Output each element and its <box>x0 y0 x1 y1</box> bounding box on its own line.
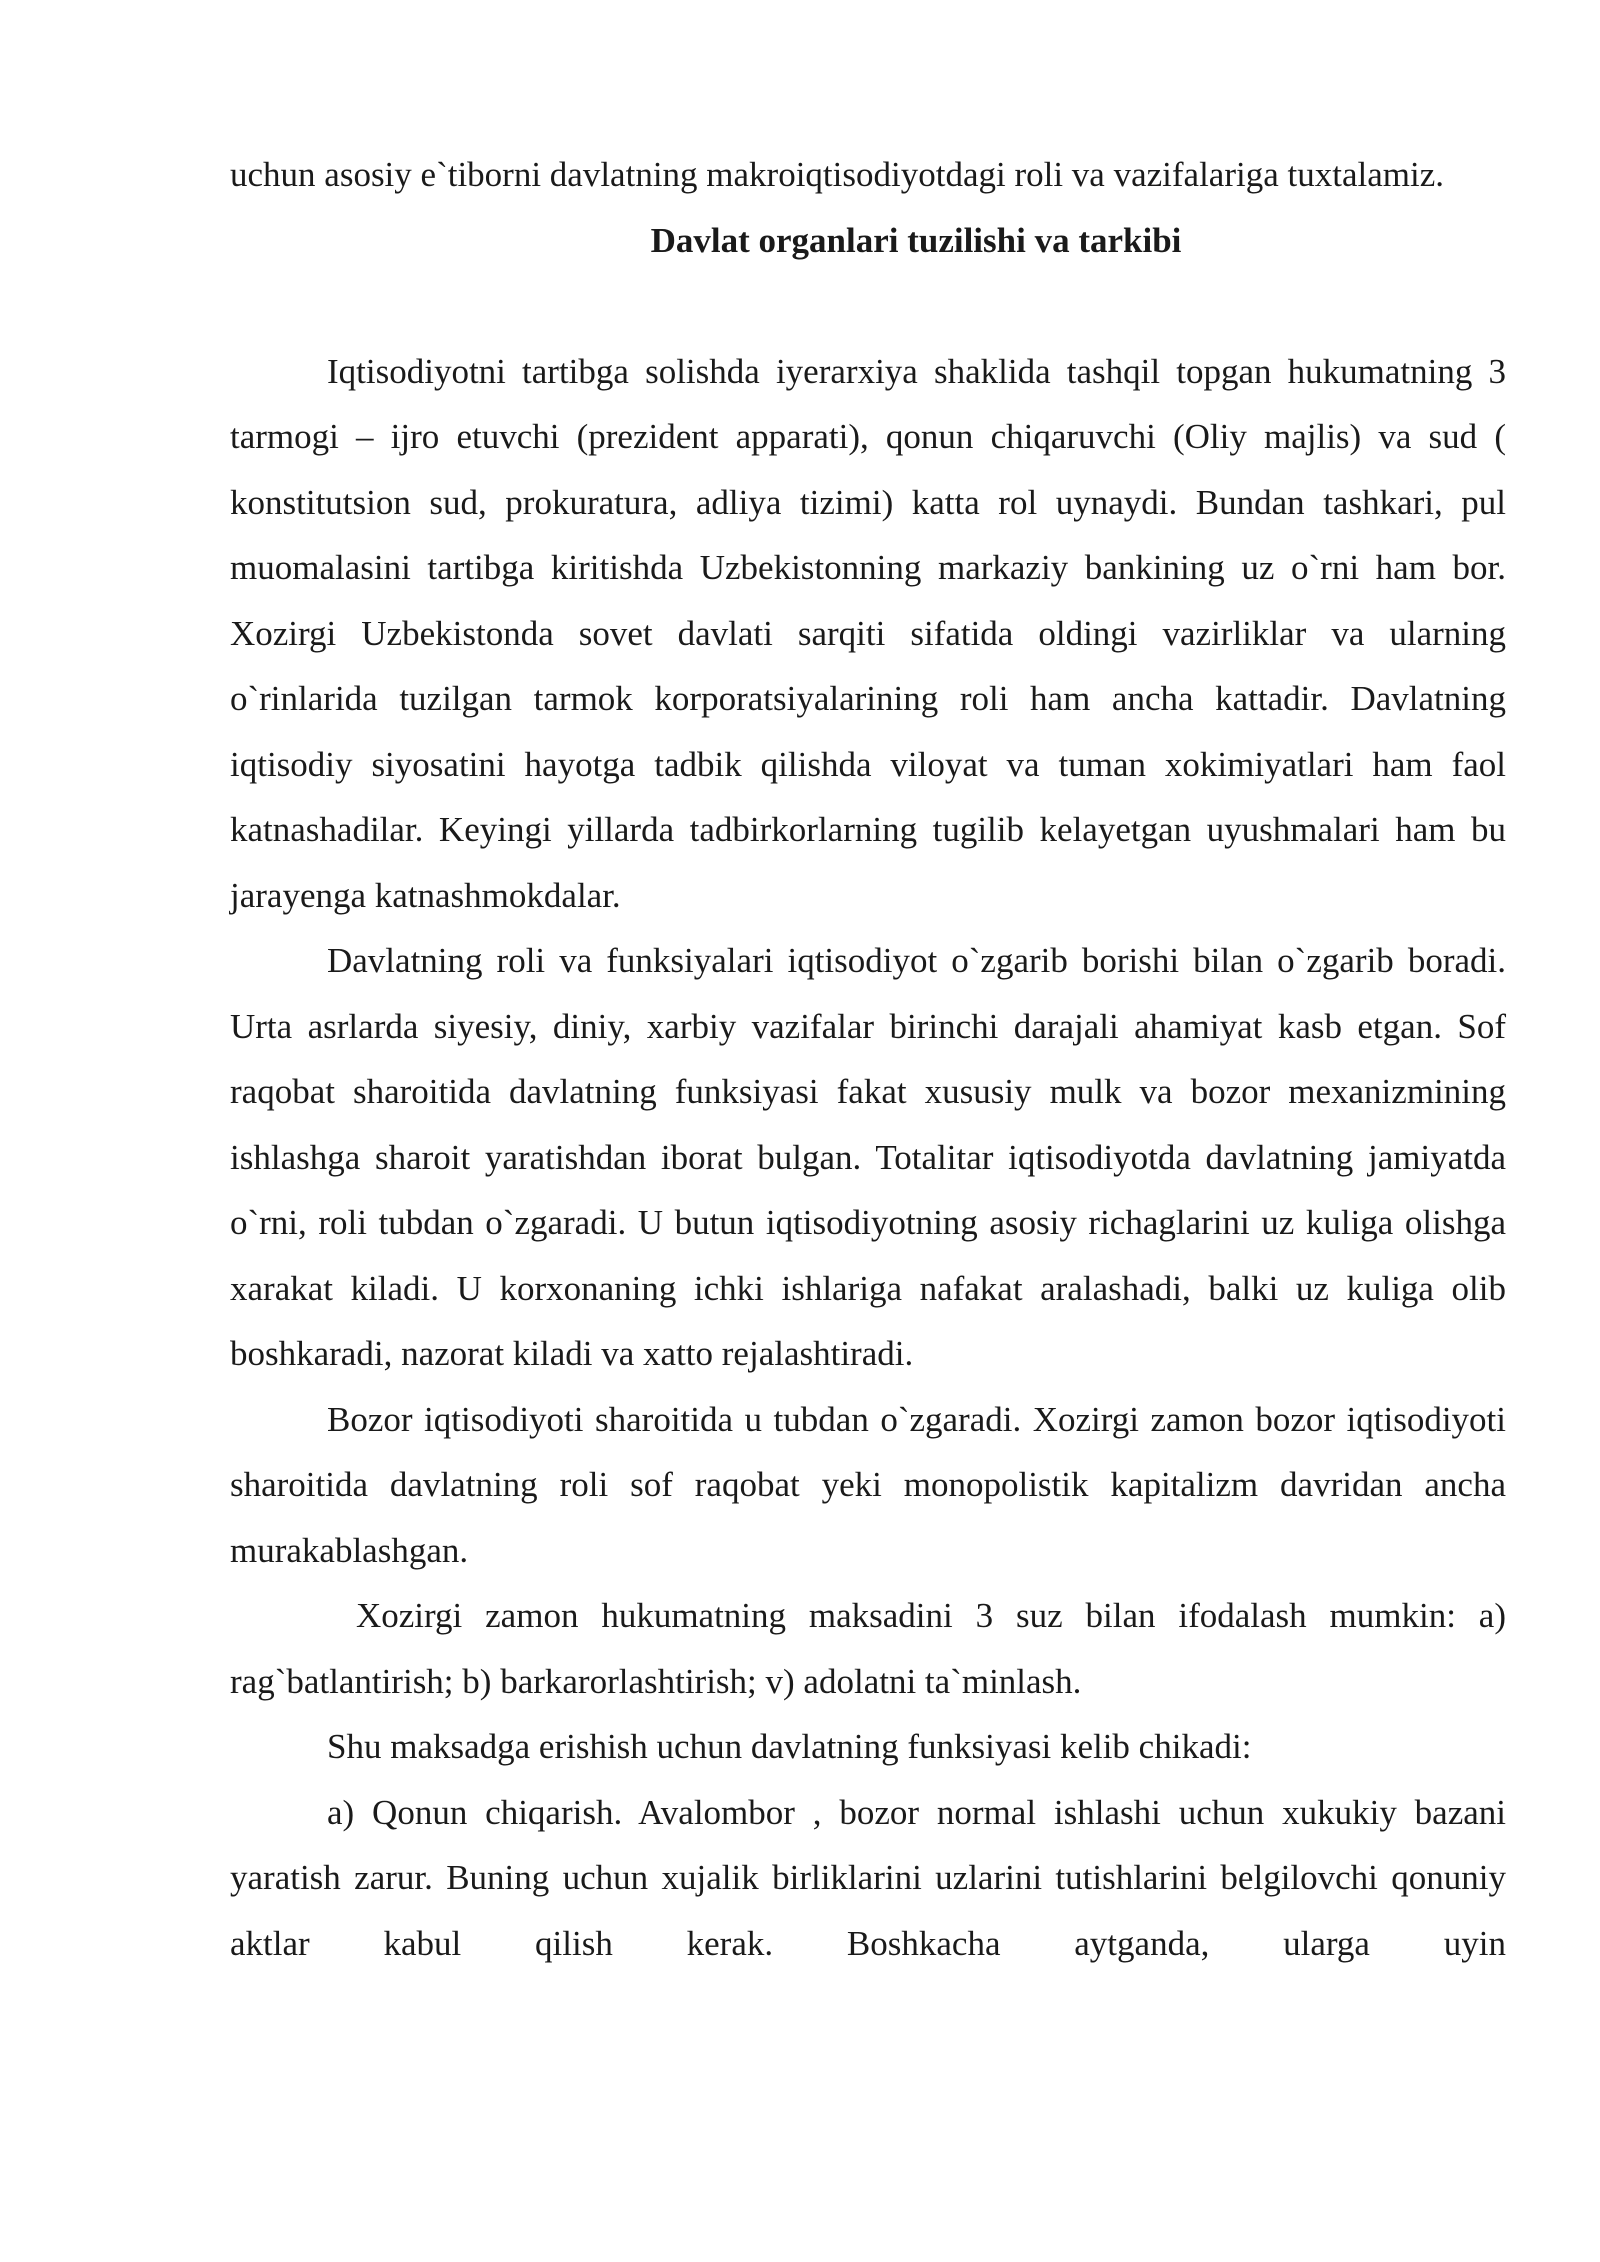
paragraph-continuation: uchun asosiy e`tiborni davlatning makroiqtisodiyotdagi roli va vazifalariga tuxtalamiz. <box>230 155 1444 194</box>
paragraph-lawmaking: a) Qonun chiqarish. Avalombor , bozor normal ishlashi uchun xukukiy bazani yaratish zarur. Buning uchun xujalik birliklarini uzlarini tutishlarini belgilovchi qonuniy aktlar kabul qilish kerak. Boshkacha aytganda, ularga uyin <box>230 1792 1506 1963</box>
paragraph-government-goals: Xozirgi zamon hukumatning maksadini 3 suz bilan ifodalash mumkin: a) rag`batlantirish; b) barkarorlashtirish; v) adolatni ta`minlash. <box>230 1596 1506 1701</box>
paragraph-state-role-changes: Davlatning roli va funksiyalari iqtisodiyot o`zgarib borishi bilan o`zgarib boradi. Urta asrlarda siyesiy, diniy, xarbiy vazifalar birinchi darajali ahamiyat kasb etgan. Sof raqobat sharoitida davlatning funksiyasi fakat xususiy mulk va bozor mexanizmining ishlashga sharoit yaratishdan iborat bulgan. Totalitar iqtisodiyotda davlatning jamiyatda o`rni, roli tubdan o`zgaradi. U butun iqtisodiyotning asosiy richaglarini uz kuliga olishga xarakat kiladi. U korxonaning ichki ishlariga nafakat aralashadi, balki uz kuliga olib boshkaradi, nazorat kiladi va xatto rejalashtiradi. <box>230 941 1506 1373</box>
paragraph-functions-intro: Shu maksadga erishish uchun davlatning funksiyasi kelib chikadi: <box>327 1727 1252 1766</box>
section-heading: Davlat organlari tuzilishi va tarkibi <box>650 220 1182 260</box>
document-body <box>230 142 1506 1976</box>
paragraph-market-economy: Bozor iqtisodiyoti sharoitida u tubdan o`zgaradi. Xozirgi zamon bozor iqtisodiyoti sharoitida davlatning roli sof raqobat yeki monopolistik kapitalizm davridan ancha murakablashgan. <box>230 1399 1506 1570</box>
blank-line <box>230 273 1506 339</box>
paragraph-government-branches: Iqtisodiyotni tartibga solishda iyerarxiya shaklida tashqil topgan hukumatning 3 tarmogi – ijro etuvchi (prezident apparati), qonun chiqaruvchi (Oliy majlis) va sud ( konstitutsion sud, prokuratura, adliya tizimi) katta rol uynaydi. Bundan tashkari, pul muomalasini tartibga kiritishda Uzbekistonning markaziy bankining uz o`rni ham bor. Xozirgi Uzbekistonda sovet davlati sarqiti sifatida oldingi vazirliklar va ularning o`rinlarida tuzilgan tarmok korporatsiyalarining roli ham ancha kattadir. Davlatning iqtisodiy siyosatini hayotga tadbik qilishda viloyat va tuman xokimiyatlari ham faol katnashadilar. Keyingi yillarda tadbirkorlarning tugilib kelayetgan uyushmalari ham bu jarayenga katnashmokdalar. <box>230 351 1506 915</box>
